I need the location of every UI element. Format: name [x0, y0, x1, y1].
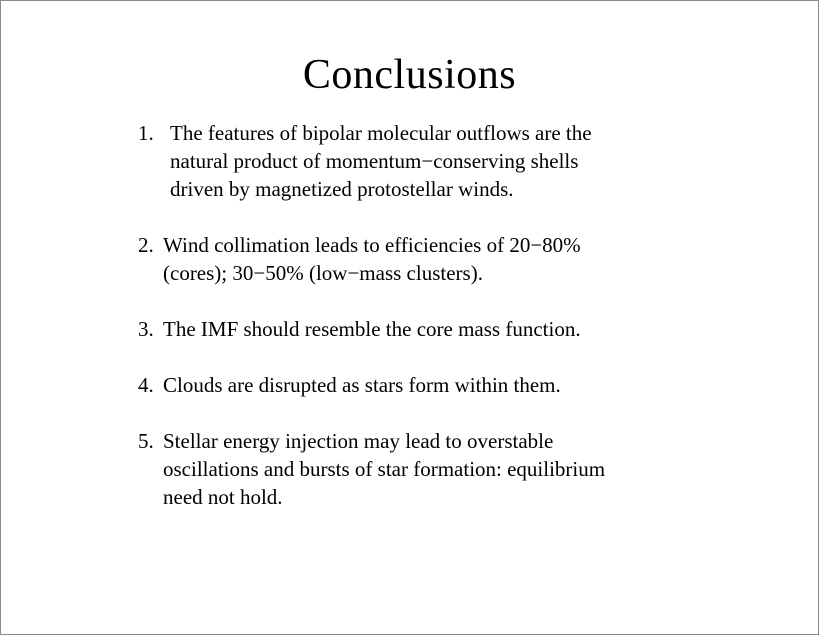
item-text-line: natural product of momentum−conserving shells — [170, 149, 579, 173]
item-text-line: The features of bipolar molecular outflows are the — [170, 121, 592, 145]
item-text-line: oscillations and bursts of star formation: equilibrium — [163, 457, 606, 481]
conclusion-item-1 — [138, 119, 592, 203]
conclusion-item-5 — [138, 427, 605, 511]
item-text-line: Stellar energy injection may lead to overstable — [163, 429, 554, 453]
conclusion-item-2 — [138, 231, 581, 287]
item-text-line: Wind collimation leads to efficiencies of 20−80% — [163, 233, 581, 257]
item-text-line: driven by magnetized protostellar winds. — [170, 177, 514, 201]
conclusion-item-3 — [138, 315, 581, 343]
item-text-line: (cores); 30−50% (low−mass clusters). — [163, 261, 483, 285]
item-number: 2. — [138, 233, 154, 257]
slide-title: Conclusions — [302, 52, 517, 98]
conclusion-item-4 — [138, 371, 561, 399]
item-text-line: need not hold. — [163, 485, 283, 509]
item-text-line: Clouds are disrupted as stars form within them. — [163, 373, 561, 397]
item-number: 3. — [138, 317, 154, 341]
item-number: 1. — [138, 121, 154, 145]
item-text-line: The IMF should resemble the core mass function. — [163, 317, 581, 341]
item-number: 5. — [138, 429, 154, 453]
item-number: 4. — [138, 373, 154, 397]
